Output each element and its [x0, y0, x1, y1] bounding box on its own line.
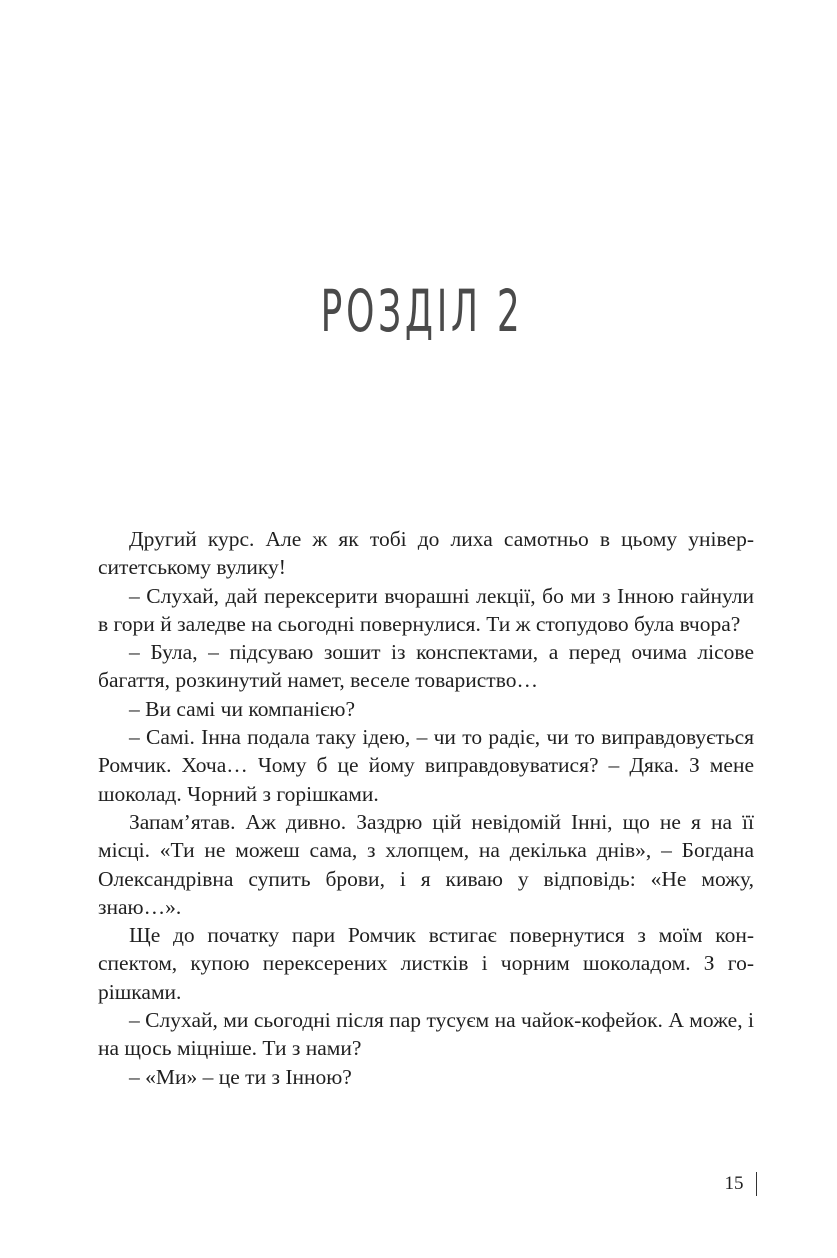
paragraph: – Слухай, дай перексерити вчорашні лекції, бо ми з Інною гайнули в гори й заледве на сьогодні повернулися. Ти ж стопудово була вчора?	[98, 583, 754, 636]
paragraph: – Слухай, ми сьогодні після пар тусуєм на чайок-кофейок. А може, і на щось міцніше. Ти з нами?	[98, 1008, 754, 1061]
chapter-title: РОЗДІЛ 2	[320, 277, 524, 345]
paragraph: Запам’ятав. Аж дивно. Заздрю цій невідомій Інні, що не я на її місці. «Ти не можеш сама, з хлопцем, на декілька днів», – Богдана Олександрівна супить брови, і я киваю у відповідь: «Не можу, знаю…».	[98, 809, 754, 919]
folio-rule	[756, 1172, 758, 1196]
paragraph: – Самі. Інна подала таку ідею, – чи то радіє, чи то виправдовується Ромчик. Хоча… Чому б це йому виправдовуватися? – Дяка. З мене шоколад. Чорний з горішками.	[98, 725, 754, 806]
paragraph: – Ви самі чи компанією?	[129, 696, 356, 721]
paragraph: Ще до початку пари Ромчик встигає повернутися з моїм конспектом, купою перексерених листків і чорним шоколадом. З горішками.	[98, 923, 754, 1004]
body-text	[98, 525, 754, 1091]
page-number: 15	[724, 1173, 744, 1194]
paragraph: Другий курс. Але ж як тобі до лиха самотньо в цьому університетському вулику!	[98, 527, 754, 580]
paragraph: – Була, – підсуваю зошит із конспектами, а перед очима лісове багаття, розкинутий намет, веселе товариство…	[98, 640, 754, 693]
page-footer	[725, 1172, 758, 1196]
paragraph: – «Ми» – це ти з Інною?	[129, 1064, 352, 1089]
